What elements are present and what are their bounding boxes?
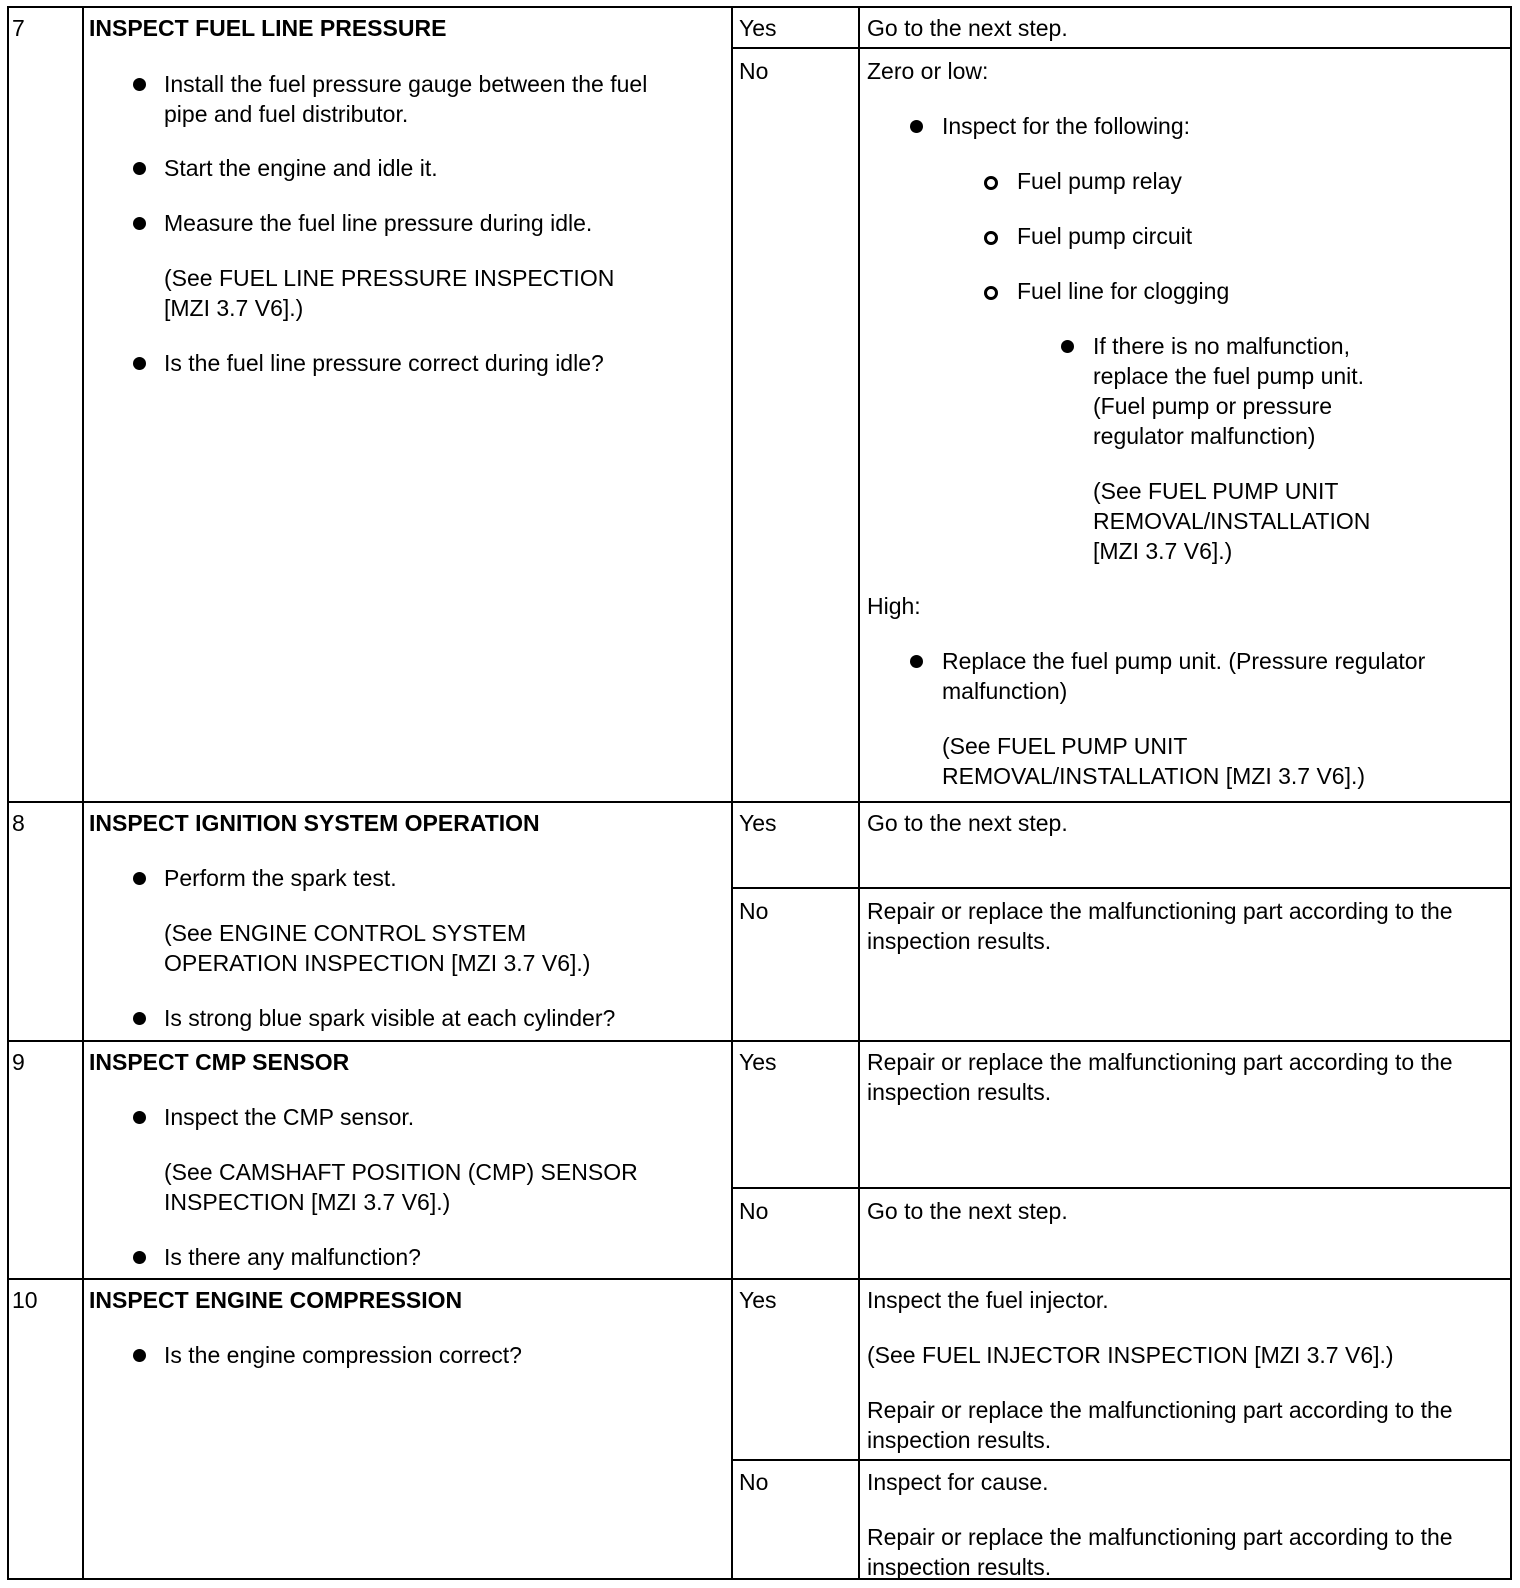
row-divider-8-9	[7, 1040, 1512, 1042]
no-action: Fuel pump circuit	[1017, 223, 1193, 249]
yes-no-divider-7	[731, 47, 1512, 49]
bullet-icon	[133, 78, 146, 91]
step-question: Is strong blue spark visible at each cylinder?	[164, 1005, 616, 1031]
step-title: INSPECT FUEL LINE PRESSURE	[89, 15, 447, 41]
step-reference: (See CAMSHAFT POSITION (CMP) SENSOR	[164, 1159, 638, 1185]
bullet-icon	[133, 1251, 146, 1264]
step-reference: (See FUEL LINE PRESSURE INSPECTION	[164, 265, 615, 291]
no-action: Inspect for the following:	[942, 113, 1191, 139]
no-action: Repair or replace the malfunctioning part according to the	[867, 898, 1453, 924]
table-border-right	[1510, 6, 1512, 1580]
bullet-icon	[133, 1349, 146, 1362]
no-action: REMOVAL/INSTALLATION [MZI 3.7 V6].)	[942, 763, 1366, 789]
step-question: Is there any malfunction?	[164, 1244, 421, 1270]
table-border-top	[7, 6, 1512, 8]
col-divider-answer	[731, 6, 733, 1580]
step-reference: (See ENGINE CONTROL SYSTEM	[164, 920, 527, 946]
step-number: 10	[12, 1287, 38, 1313]
step-instruction: Perform the spark test.	[164, 865, 397, 891]
sub-bullet-icon	[984, 176, 998, 190]
step-instruction: pipe and fuel distributor.	[164, 101, 409, 127]
no-action: If there is no malfunction,	[1093, 333, 1350, 359]
col-divider-action	[858, 6, 860, 1580]
table-border-bottom	[7, 1578, 1512, 1580]
yes-action: Repair or replace the malfunctioning part according to the	[867, 1397, 1453, 1423]
yes-label: Yes	[739, 1287, 777, 1313]
step-instruction: Install the fuel pressure gauge between the fuel	[164, 71, 648, 97]
step-question: Is the engine compression correct?	[164, 1342, 522, 1368]
bullet-icon	[1061, 340, 1074, 353]
sub-bullet-icon	[984, 286, 998, 300]
yes-action: Repair or replace the malfunctioning part according to the	[867, 1049, 1453, 1075]
step-instruction: Inspect the CMP sensor.	[164, 1104, 415, 1130]
bullet-icon	[133, 357, 146, 370]
no-action: REMOVAL/INSTALLATION	[1093, 508, 1371, 534]
no-label: No	[739, 898, 769, 924]
step-number: 7	[12, 15, 25, 41]
sub-bullet-icon	[984, 231, 998, 245]
step-reference: [MZI 3.7 V6].)	[164, 295, 304, 321]
yes-action: Go to the next step.	[867, 15, 1068, 41]
no-action: (Fuel pump or pressure	[1093, 393, 1333, 419]
row-divider-9-10	[7, 1278, 1512, 1280]
bullet-icon	[910, 120, 923, 133]
no-action: inspection results.	[867, 928, 1052, 954]
step-reference: OPERATION INSPECTION [MZI 3.7 V6].)	[164, 950, 591, 976]
no-action: regulator malfunction)	[1093, 423, 1316, 449]
yes-label: Yes	[739, 810, 777, 836]
step-instruction: Start the engine and idle it.	[164, 155, 438, 181]
yes-action: inspection results.	[867, 1427, 1052, 1453]
no-action: Zero or low:	[867, 58, 989, 84]
no-action: Fuel line for clogging	[1017, 278, 1230, 304]
step-question: Is the fuel line pressure correct during idle?	[164, 350, 604, 376]
no-action: (See FUEL PUMP UNIT	[942, 733, 1188, 759]
no-action: Fuel pump relay	[1017, 168, 1182, 194]
step-title: INSPECT ENGINE COMPRESSION	[89, 1287, 463, 1313]
step-title: INSPECT CMP SENSOR	[89, 1049, 350, 1075]
no-action: Replace the fuel pump unit. (Pressure regulator	[942, 648, 1426, 674]
bullet-icon	[133, 1012, 146, 1025]
yes-action: Go to the next step.	[867, 810, 1068, 836]
no-action: replace the fuel pump unit.	[1093, 363, 1365, 389]
col-divider-step	[82, 6, 84, 1580]
no-action: inspection results.	[867, 1554, 1052, 1580]
no-label: No	[739, 1469, 769, 1495]
yes-no-divider-8	[731, 887, 1512, 889]
bullet-icon	[133, 217, 146, 230]
yes-label: Yes	[739, 1049, 777, 1075]
no-action: malfunction)	[942, 678, 1068, 704]
bullet-icon	[133, 1111, 146, 1124]
no-action: Inspect for cause.	[867, 1469, 1049, 1495]
table-border-left	[7, 6, 9, 1580]
bullet-icon	[133, 162, 146, 175]
bullet-icon	[910, 655, 923, 668]
step-reference: INSPECTION [MZI 3.7 V6].)	[164, 1189, 451, 1215]
no-action: High:	[867, 593, 921, 619]
yes-action: Inspect the fuel injector.	[867, 1287, 1109, 1313]
step-title: INSPECT IGNITION SYSTEM OPERATION	[89, 810, 540, 836]
yes-no-divider-9	[731, 1187, 1512, 1189]
step-number: 8	[12, 810, 25, 836]
yes-no-divider-10	[731, 1459, 1512, 1461]
bullet-icon	[133, 872, 146, 885]
yes-action: inspection results.	[867, 1079, 1052, 1105]
step-number: 9	[12, 1049, 25, 1075]
no-label: No	[739, 1198, 769, 1224]
step-instruction: Measure the fuel line pressure during idle.	[164, 210, 593, 236]
no-action: [MZI 3.7 V6].)	[1093, 538, 1233, 564]
yes-action: (See FUEL INJECTOR INSPECTION [MZI 3.7 V6].)	[867, 1342, 1394, 1368]
yes-label: Yes	[739, 15, 777, 41]
no-action: (See FUEL PUMP UNIT	[1093, 478, 1339, 504]
no-label: No	[739, 58, 769, 84]
row-divider-7-8	[7, 801, 1512, 803]
no-action: Repair or replace the malfunctioning part according to the	[867, 1524, 1453, 1550]
no-action: Go to the next step.	[867, 1198, 1068, 1224]
